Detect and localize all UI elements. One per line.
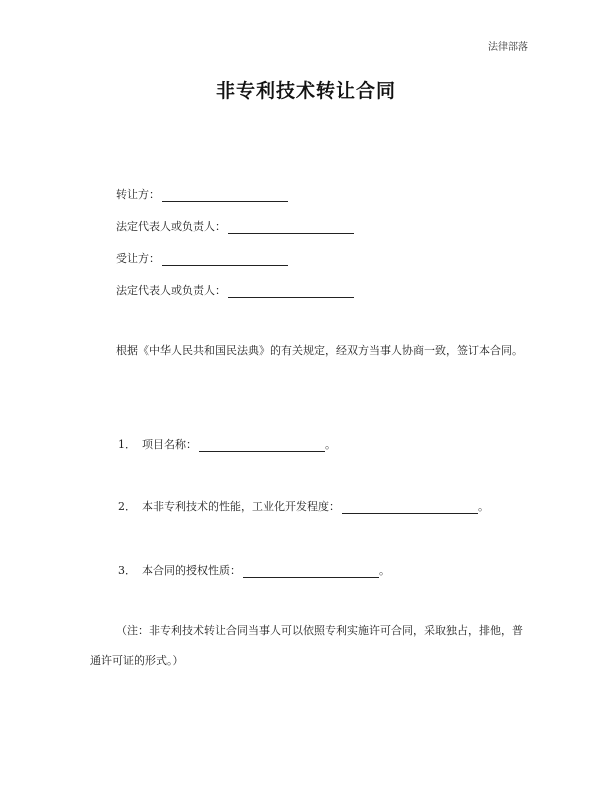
transferor-rep-line: [116, 218, 354, 234]
item-1-end: 。: [325, 438, 336, 451]
transferor-rep-blank[interactable]: [228, 221, 354, 234]
item-3-number: 3．: [118, 564, 136, 577]
header-tag: 法律部落: [488, 42, 528, 53]
item-1: [118, 436, 336, 452]
item-1-number: 1．: [118, 438, 136, 451]
intro-paragraph: 根据《中华人民共和国民法典》的有关规定，经双方当事人协商一致，签订本合同。: [116, 344, 523, 357]
transferee-rep-line: [116, 282, 354, 298]
item-3: [118, 562, 390, 578]
item-2-blank[interactable]: [342, 501, 478, 514]
transferor-rep-label: 法定代表人或负责人：: [116, 220, 226, 233]
transferee-rep-label: 法定代表人或负责人：: [116, 284, 226, 297]
item-1-label: 项目名称：: [142, 438, 197, 451]
item-2-end: 。: [478, 500, 489, 513]
item-2-number: 2．: [118, 500, 136, 513]
note-paragraph: （注：非专利技术转让合同当事人可以依照专利实施许可合同，采取独占，排他，普通许可证的形式。）: [90, 624, 523, 667]
transferor-label: 转让方：: [116, 188, 160, 201]
item-3-end: 。: [379, 564, 390, 577]
item-2-label: 本非专利技术的性能，工业化开发程度：: [142, 500, 340, 513]
transferor-line: [116, 186, 288, 202]
item-2: [118, 498, 489, 514]
document-title: 非专利技术转让合同: [215, 80, 396, 102]
item-3-blank[interactable]: [243, 565, 379, 578]
item-1-blank[interactable]: [199, 439, 325, 452]
transferee-line: [116, 250, 288, 266]
item-3-label: 本合同的授权性质：: [142, 564, 241, 577]
transferor-blank[interactable]: [162, 189, 288, 202]
transferee-rep-blank[interactable]: [228, 285, 354, 298]
transferee-blank[interactable]: [162, 253, 288, 266]
transferee-label: 受让方：: [116, 252, 160, 265]
